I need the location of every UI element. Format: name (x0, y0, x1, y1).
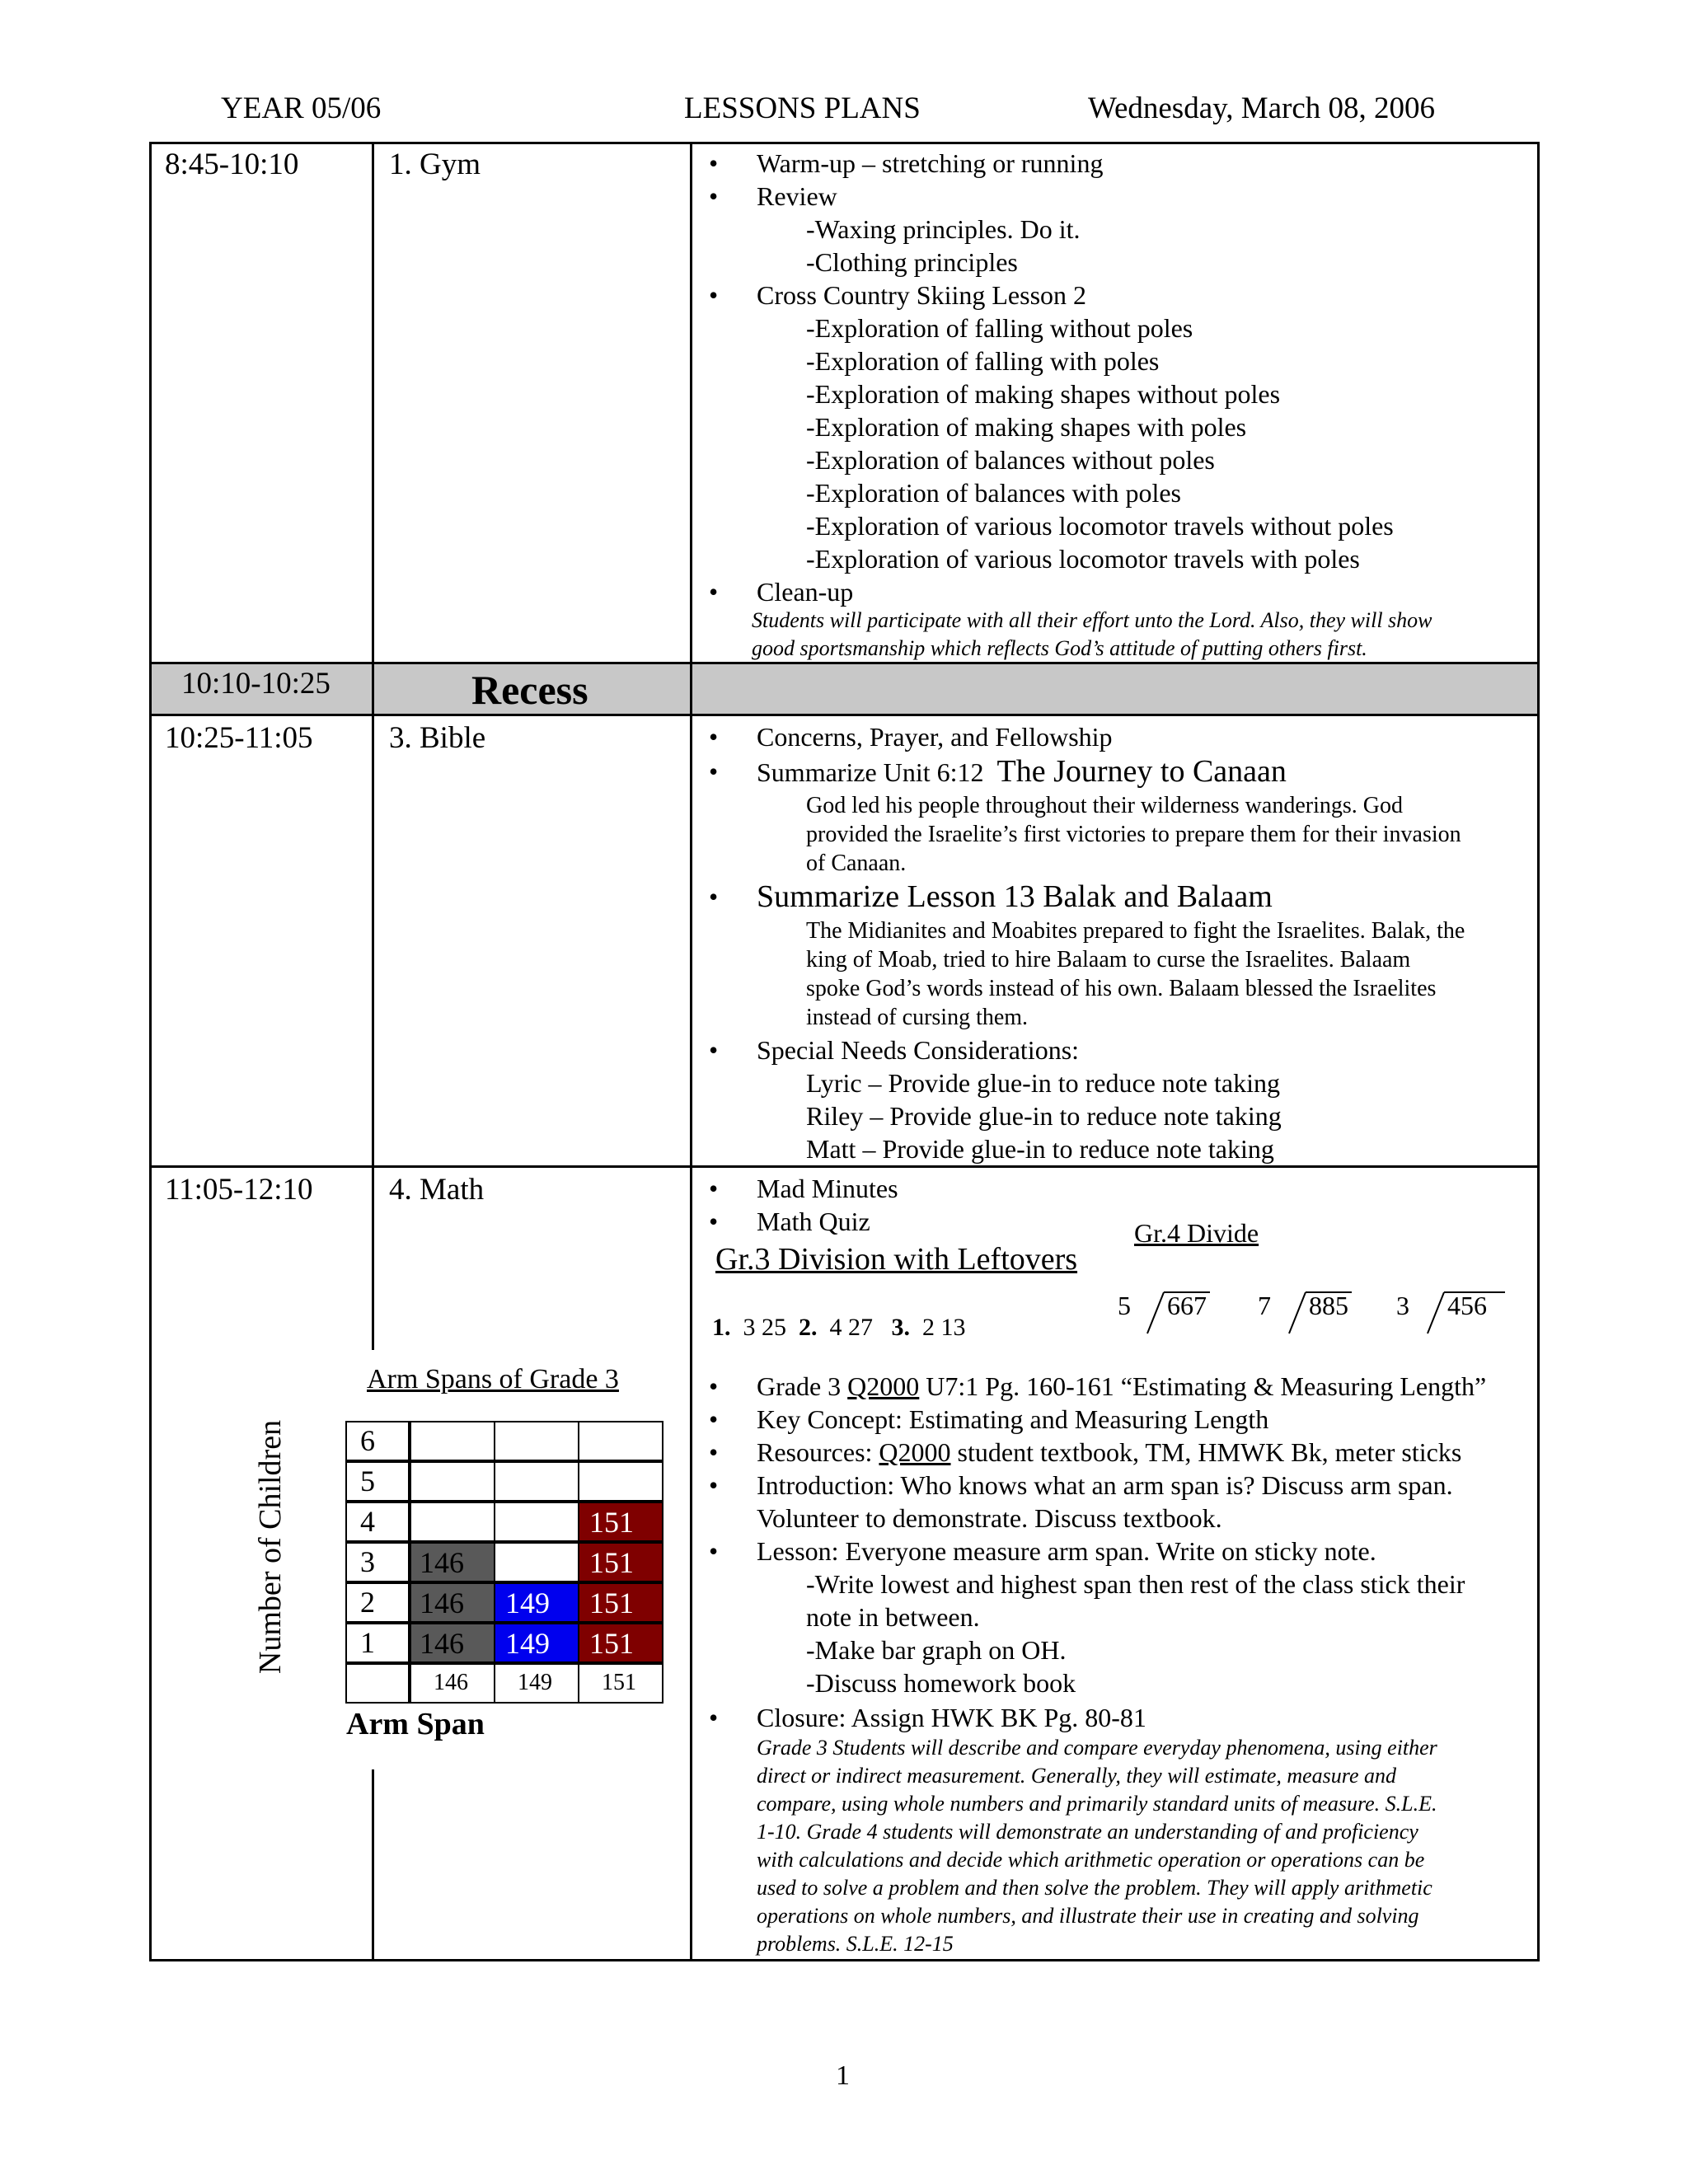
desc-line: instead of cursing them. (806, 1005, 1029, 1030)
y-tick-label: 1 (360, 1626, 375, 1659)
chart-x-label: Arm Span (346, 1707, 485, 1741)
table-border-top (149, 142, 1540, 144)
divisor: 3 (1396, 1291, 1409, 1320)
divisor: 5 (1118, 1291, 1131, 1320)
bar-segment-label: 149 (505, 1627, 550, 1660)
header-date: Wednesday, March 08, 2006 (1088, 91, 1436, 125)
desc-line: of Canaan. (806, 851, 907, 876)
gr3-division-problems: 1. 3 25 2. 4 27 3. 2 13 (712, 1314, 966, 1341)
outcome-line: operations on whole numbers, and illustrate their use in creating and solving (757, 1904, 1419, 1928)
bible-subject: 3. Bible (389, 721, 486, 755)
column-divider-2 (690, 142, 692, 1961)
gym-time: 8:45-10:10 (165, 148, 299, 181)
dividend: 885 (1309, 1291, 1348, 1320)
dividend: 667 (1167, 1291, 1207, 1320)
y-tick-label: 6 (360, 1424, 375, 1457)
sub-item: -Exploration of falling with poles (806, 346, 1160, 376)
sub-item: -Exploration of balances with poles (806, 478, 1181, 508)
empty-cell (578, 1461, 663, 1502)
y-tick-label: 4 (360, 1505, 375, 1538)
gr4-heading: Gr.4 Divide (1134, 1218, 1259, 1248)
gr4-division-problems (1118, 1289, 1513, 1338)
y-tick-cell (345, 1461, 410, 1502)
bible-time: 10:25-11:05 (165, 721, 313, 755)
table-border-left (149, 142, 152, 1961)
sub-item: -Waxing principles. Do it. (806, 214, 1081, 244)
recess-row-shading (151, 664, 1539, 715)
outcome-line: direct or indirect measurement. Generally, they will estimate, measure and (757, 1764, 1396, 1788)
bar-segment-label: 146 (420, 1586, 464, 1619)
math-time: 11:05-12:10 (165, 1173, 313, 1207)
divisor: 7 (1258, 1291, 1271, 1320)
x-axis-corner-cell (345, 1663, 410, 1704)
header-title: LESSONS PLANS (684, 91, 921, 125)
y-tick-label: 3 (360, 1545, 375, 1578)
sub-item: Volunteer to demonstrate. Discuss textbook. (757, 1503, 1222, 1533)
desc-line: king of Moab, tried to hire Balaam to curse the Israelites. Balaam (806, 947, 1411, 972)
empty-cell (494, 1542, 579, 1582)
bar-segment-label: 151 (589, 1627, 634, 1660)
sub-item: -Exploration of balances without poles (806, 445, 1215, 475)
outcome-line: used to solve a problem and then solve the problem. They will apply arithmetic (757, 1876, 1432, 1900)
desc-line: provided the Israelite’s first victories to prepare them for their invasion (806, 822, 1461, 847)
column-divider-1-bottom (372, 1769, 374, 1961)
x-tick-label: 151 (602, 1670, 636, 1695)
gym-subject: 1. Gym (389, 148, 481, 181)
x-tick-label: 149 (518, 1670, 552, 1695)
recess-label: Recess (471, 667, 588, 713)
math-subject: 4. Math (389, 1173, 485, 1207)
empty-cell (494, 1502, 579, 1542)
sub-item: -Write lowest and highest span then rest of the class stick their (806, 1569, 1465, 1599)
sub-item: -Make bar graph on OH. (806, 1635, 1067, 1665)
bar-segment-label: 151 (589, 1546, 634, 1579)
y-tick-cell (345, 1623, 410, 1663)
sub-item: -Clothing principles (806, 247, 1018, 277)
y-tick-label: 5 (360, 1465, 375, 1497)
row-divider-bible (149, 1165, 1540, 1168)
desc-line: God led his people throughout their wilderness wanderings. God (806, 793, 1403, 818)
bar-segment-label: 149 (505, 1586, 550, 1619)
y-tick-cell (345, 1582, 410, 1623)
column-divider-1-top (372, 142, 374, 1350)
empty-cell (410, 1421, 495, 1461)
outcome-line: Grade 3 Students will describe and compare everyday phenomena, using either (757, 1736, 1437, 1760)
sub-item: Riley – Provide glue-in to reduce note taking (806, 1101, 1282, 1131)
outcome-line: with calculations and decide which arithmetic operation or operations can be (757, 1848, 1425, 1872)
bar-segment-label: 146 (420, 1546, 464, 1579)
sub-item: Lyric – Provide glue-in to reduce note taking (806, 1068, 1280, 1098)
y-tick-cell (345, 1421, 410, 1461)
outcome-line: 1-10. Grade 4 students will demonstrate an understanding of and proficiency (757, 1820, 1418, 1844)
sub-item: note in between. (806, 1602, 980, 1632)
gym-outcome-line: Students will participate with all their effort unto the Lord. Also, they will show (752, 608, 1432, 632)
empty-cell (578, 1421, 663, 1461)
y-tick-label: 2 (360, 1586, 375, 1619)
row-divider-recess (149, 714, 1540, 716)
y-tick-cell (345, 1542, 410, 1582)
empty-cell (410, 1502, 495, 1542)
chart-y-label: Number of Children (253, 1419, 288, 1675)
empty-cell (494, 1461, 579, 1502)
empty-cell (494, 1421, 579, 1461)
chart-title: Arm Spans of Grade 3 (367, 1364, 619, 1394)
outcome-line: compare, using whole numbers and primarily standard units of measure. S.L.E. (757, 1792, 1437, 1816)
gym-outcome-line: good sportsmanship which reflects God’s attitude of putting others first. (752, 636, 1367, 660)
page-number: 1 (836, 2060, 850, 2091)
desc-line: The Midianites and Moabites prepared to fight the Israelites. Balak, the (806, 918, 1465, 944)
recess-time: 10:10-10:25 (181, 667, 331, 701)
gr3-heading: Gr.3 Division with Leftovers (715, 1242, 1078, 1277)
table-border-bottom (149, 1959, 1540, 1961)
outcome-line: problems. S.L.E. 12-15 (757, 1932, 954, 1956)
bar-segment-label: 146 (420, 1627, 464, 1660)
header-year: YEAR 05/06 (221, 91, 382, 125)
y-tick-cell (345, 1502, 410, 1542)
bar-segment-label: 151 (589, 1506, 634, 1539)
dividend: 456 (1447, 1291, 1487, 1320)
sub-item: -Exploration of making shapes without poles (806, 379, 1281, 409)
sub-item: -Exploration of various locomotor travels without poles (806, 511, 1394, 541)
table-border-right (1537, 142, 1540, 1961)
sub-item: Matt – Provide glue-in to reduce note taking (806, 1134, 1274, 1164)
sub-item: -Exploration of falling without poles (806, 313, 1193, 343)
bar-segment-label: 151 (589, 1586, 634, 1619)
empty-cell (410, 1461, 495, 1502)
sub-item: -Discuss homework book (806, 1668, 1076, 1698)
sub-item: -Exploration of making shapes with poles (806, 412, 1247, 442)
x-tick-label: 146 (434, 1670, 468, 1695)
desc-line: spoke God’s words instead of his own. Balaam blessed the Israelites (806, 976, 1437, 1001)
sub-item: -Exploration of various locomotor travels with poles (806, 544, 1360, 574)
